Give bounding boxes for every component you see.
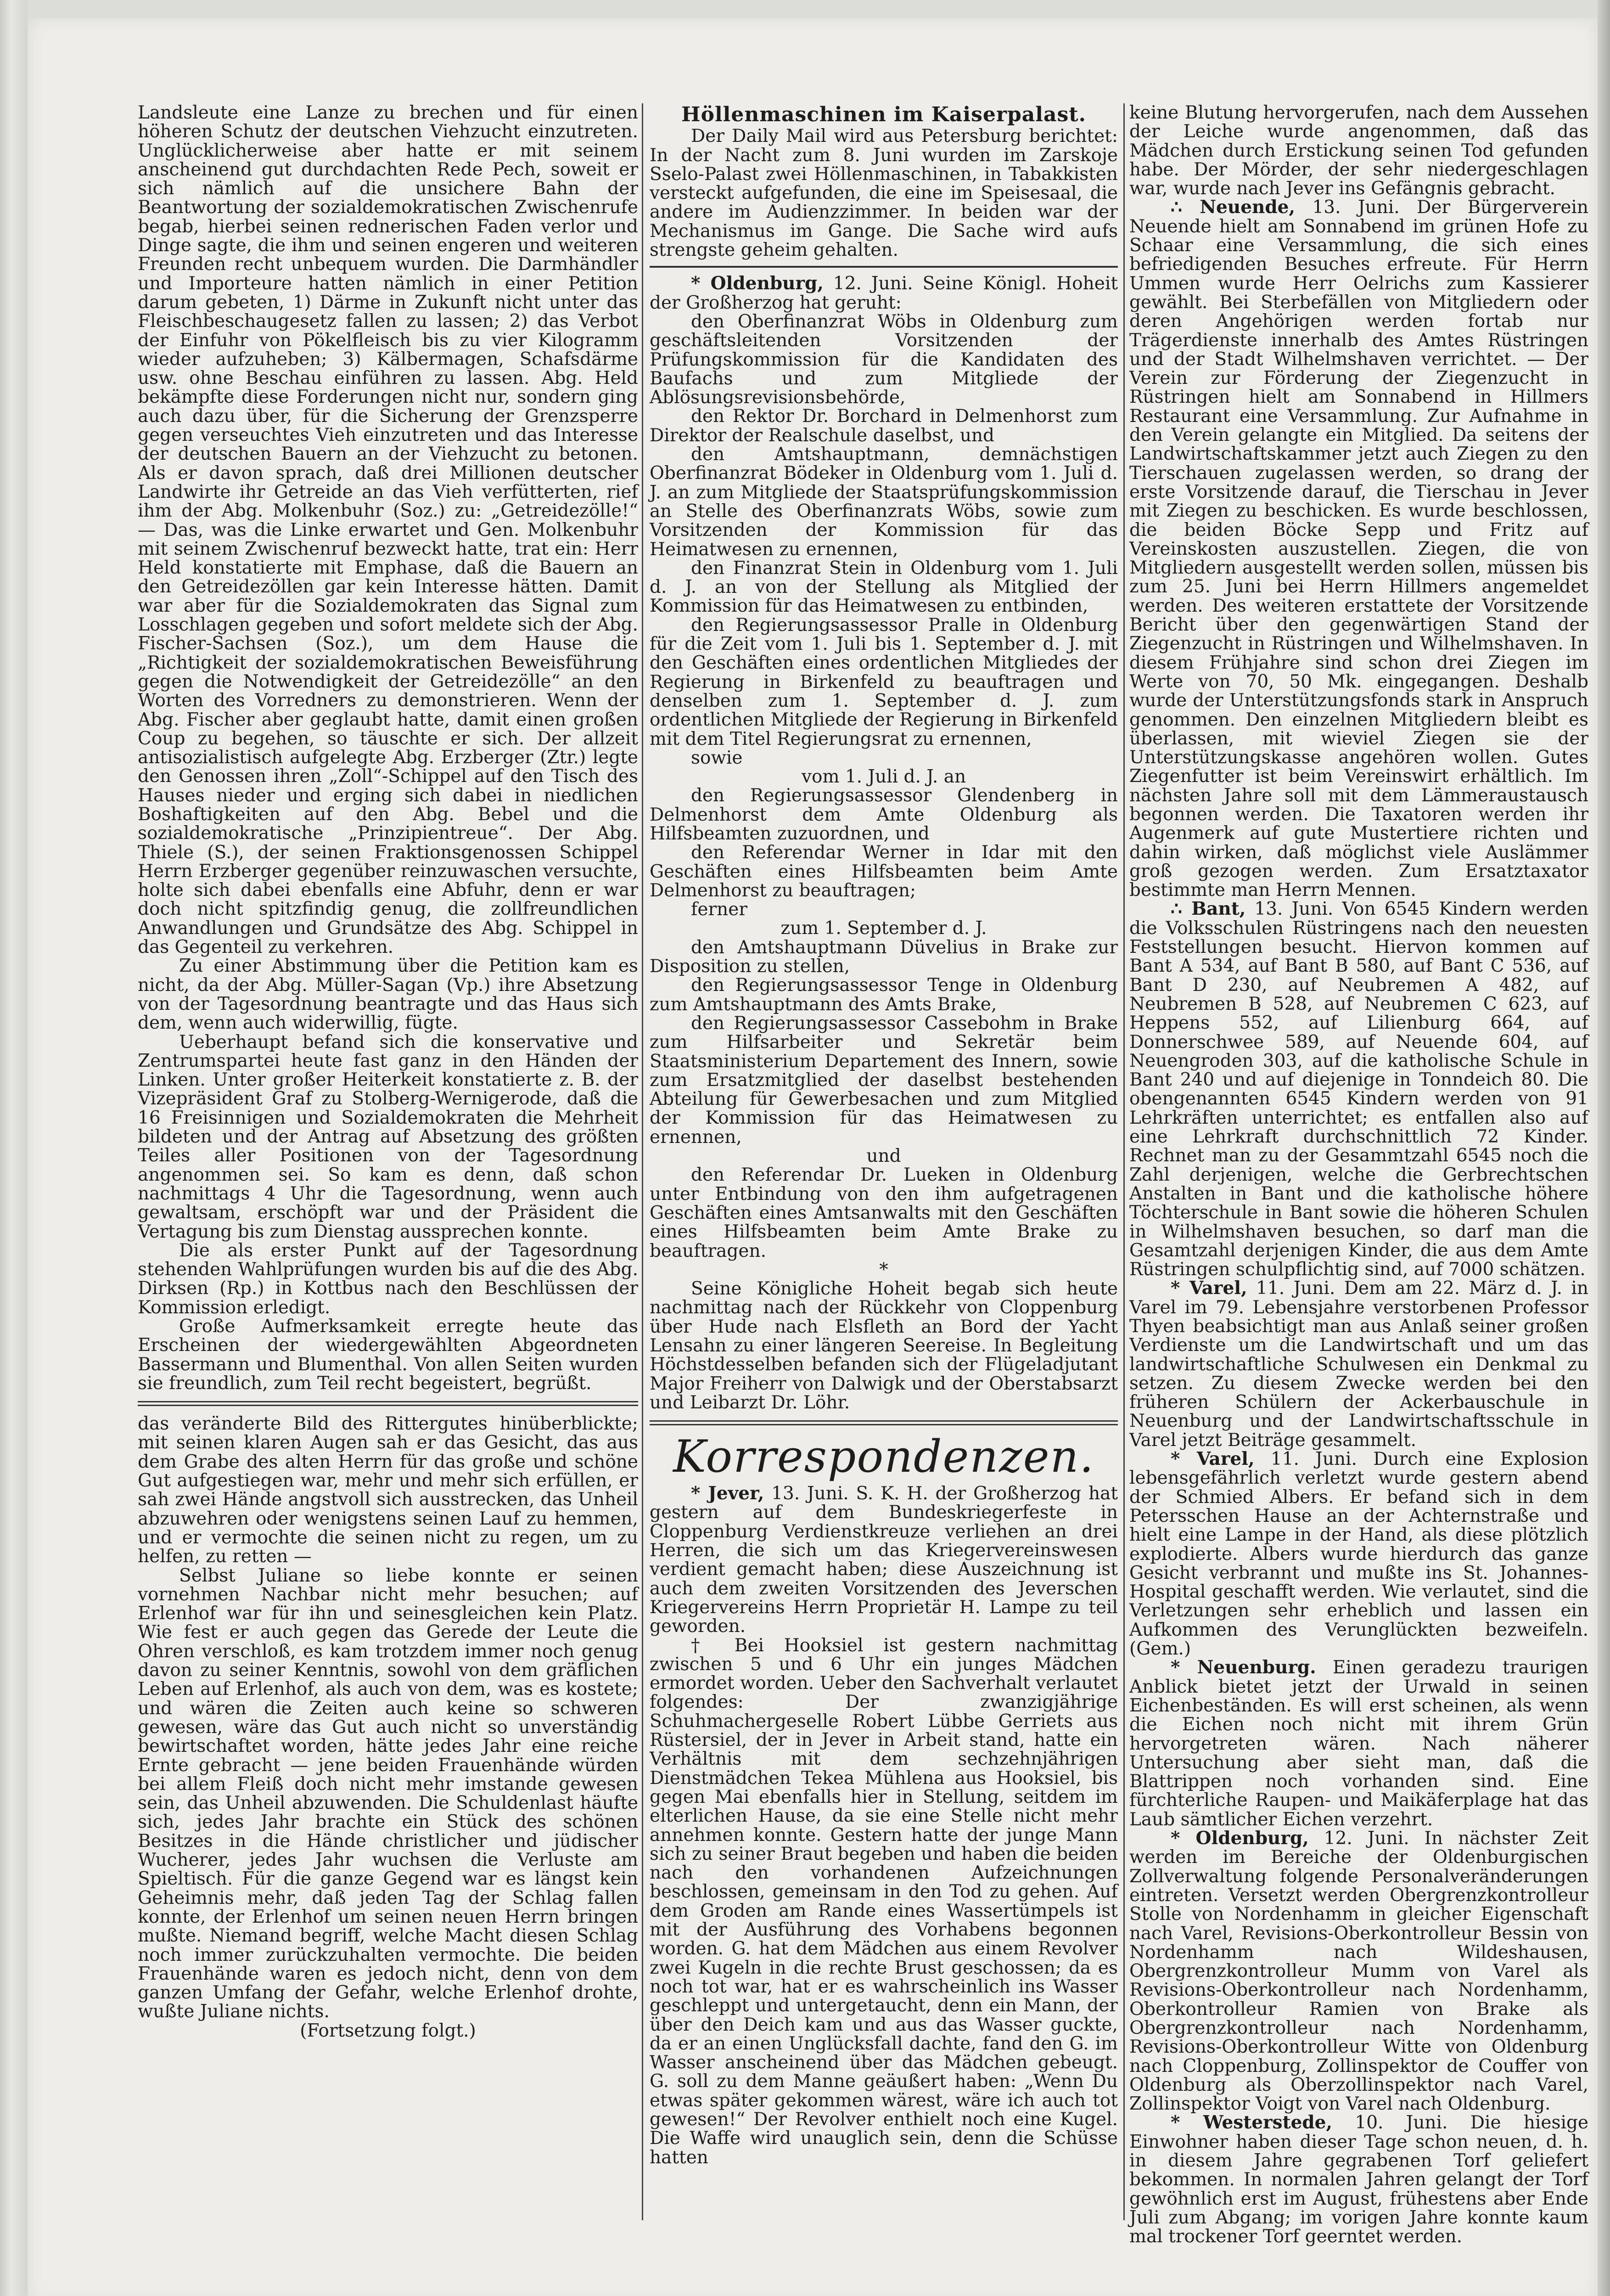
news-text: Einen geradezu traurigen Anblick bietet jetzt der Urwald in seinen Eichenbeständen. Es will erst scheinen, als wenn die Eichen noch nicht mit ihrem Grün hervorgetreten wären. Nach näherer Untersuchung aber sieht man, daß die Blattrippen noch vorhanden sind. Eine fürchterliche Raupen- und Maikäferplage hat das Laub sämtlicher Eichen verzehrt. xyxy=(1129,1657,1588,1830)
serial-paragraph: das veränderte Bild des Rittergutes hinüberblickte; mit seinen klaren Augen sah er das Gesicht, das aus dem Grabe des alten Herrn für das große und schöne Gut aufgestiegen war, mehr und mehr sich erfüllen, er sah zwei Hände angstvoll sich ausstrecken, das Unheil abzuwehren oder wenigstens seinen Lauf zu hemmen, und er vermochte die seinen nicht zu regen, um zu helfen, zu retten — xyxy=(138,1413,638,1567)
column-3 xyxy=(1129,102,1589,2247)
news-item xyxy=(1129,1658,1588,1829)
column-2 xyxy=(650,103,1118,2229)
news-item xyxy=(1129,1450,1588,1658)
dateline: * Westerstede, xyxy=(1171,2112,1333,2133)
dateline: * Neuenburg. xyxy=(1171,1657,1316,1678)
column-1 xyxy=(138,103,638,2229)
dateline: * Varel, xyxy=(1171,1277,1247,1299)
date-subhead: vom 1. Juli d. J. an xyxy=(801,766,966,788)
news-text: 11. Juni. Durch eine Explosion lebensgefährlich verletzt wurde gestern abend der Schmied Albers. Er befand sich in dem Petersschen Hause an der Achternstraße und hielt eine Lampe in der Hand, als diese plötzlich explodierte. Albers wurde hierdurch das ganze Gesicht verbrannt und mußte ins St. Johannes-Hospital geschafft werden. Wie verlautet, sind die Verletzungen sehr erheblich und lassen ein Aufkommen des Verunglückten bezweifeln. (Gem.) xyxy=(1129,1449,1588,1660)
page-edge-left xyxy=(0,0,28,2296)
appointment-item: den Amtshauptmann, demnächstigen Oberfinanzrat Bödeker in Oldenburg vom 1. Juli d. J. an zum Mitgliede der Staatsprüfungskommission an Stelle des Oberfinanzrats Wöbs, sowie zum Vorsitzenden der Kommission für das Heimatwesen zu ernennen, xyxy=(650,444,1118,560)
news-item xyxy=(650,274,1118,312)
article-divider xyxy=(650,266,1118,268)
appointment-item: den Regierungsassessor Tenge in Oldenburg zum Amtshauptmann des Amts Brake, xyxy=(650,975,1118,1015)
appointment-item: den Amtshauptmann Düvelius in Brake zur Disposition zu stellen, xyxy=(650,937,1118,977)
news-item xyxy=(1129,1279,1588,1450)
news-text: 13. Juni. Von 6545 Kindern werden die Volksschulen Rüstringens nach den neuesten Feststellungen besucht. Hiervon kommen auf Bant A 534, auf Bant B 580, auf Bant C 536, auf Bant D 230, auf Neubremen A 482, auf Neubremen B 528, auf Neubremen C 623, auf Heppens 552, auf Lilienburg 664, auf Donnerschwee 589, auf Neuende 604, auf Neuengroden 303, auf die katholische Schule in Bant 240 und auf diejenige in Tonndeich 80. Die obengenannten 6545 Kindern werden von 91 Lehrkräften unterrichtet; es entfallen also auf eine Lehrkraft durchschnittlich 72 Kinder. Rechnet man zu der Gesammtzahl 6545 noch die Zahl derjenigen, welche die Gerbrechtschen Anstalten in Bant und die katholische höhere Töchterschule in Bant sowie die höheren Schulen in Wilhelmshaven besuchen, so darf man die Gesamtzahl derjenigen Kinder, die aus dem Amte Rüstringen schulpflichtig sind, auf 7000 schätzen. xyxy=(1129,899,1588,1280)
article-paragraph: Die als erster Punkt auf der Tagesordnung stehenden Wahlprüfungen wurden bis auf die des Abg. Dirksen (Rp.) in Kottbus nach den Beschlüssen der Kommission erledigt. xyxy=(138,1240,638,1318)
appointment-item: den Regierungsassessor Cassebohm in Brake zum Hilfsarbeiter und Sekretär beim Staatsministerium Departement des Innern, sowie zum Ersatzmitglied der daselbst bestehenden Abteilung für Gewerbesachen und zum Mitglied der Kommission für das Heimatwesen zu ernennen, xyxy=(650,1013,1118,1148)
appointment-item: den Regierungsassessor Pralle in Oldenburg für die Zeit vom 1. Juli bis 1. September d. J. mit den Geschäften eines ordentlichen Mitgliedes der Regierung in Birkenfeld zu beauftragen und denselben zum 1. September d. J. zum ordentlichen Mitgliede der Regierung in Birkenfeld mit dem Titel Regierungsrat zu ernennen, xyxy=(650,614,1118,749)
article-paragraph: † Bei Hooksiel ist gestern nachmittag zwischen 5 und 6 Uhr ein junges Mädchen ermordet worden. Ueber den Sachverhalt verlautet folgendes: Der zwanzigjährige Schuhmachergeselle Robert Lübbe Gerriets aus Rüstersiel, der in Jever in Arbeit stand, hatte ein Verhältnis mit dem sechzehnjährigen Dienstmädchen Tekea Mühlena aus Hooksiel, bis gegen Mai ebenfalls hier in Stellung, seitdem im elterlichen Hause, da sie eine Stelle nicht mehr annehmen konnte. Gestern hatte der junge Mann sich zu seiner Braut begeben und haben die beiden nach den vorhandenen Aufzeichnungen beschlossen, gemeinsam in den Tod zu gehen. Auf dem Groden am Rande eines Wassertümpels ist mit der Ausführung des Vorhabens begonnen worden. G. hat dem Mädchen aus einem Revolver zwei Kugeln in die rechte Brust geschossen; da es noch tot war, hat er es wahrscheinlich ins Wasser geschleppt und untergetaucht, denn ein Mann, der über den Deich kam und aus das Wasser guckte, da er an einen Unglücksfall dachte, fand den G. im Wasser anscheinend über das Mädchen gebeugt. G. soll zu dem Manne geäußert haben: „Wenn Du etwas später gekommen wärest, wäre ich auch tot gewesen!“ Der Revolver enthielt noch eine Kugel. Die Waffe wird unauglich sein, denn die Schüsse hatten xyxy=(650,1635,1118,2168)
column-rule xyxy=(1123,103,1125,2220)
appointment-item: den Rektor Dr. Borchard in Delmenhorst zum Direktor der Realschule daselbst, und xyxy=(650,406,1118,446)
news-text: 11. Juni. Dem am 22. März d. J. in Varel im 79. Lebensjahre verstorbenen Professor Thyen beabsichtigt man aus Anlaß seiner großen Verdienste um die Landwirtschaft und um das landwirtschaftliche Schulwesen ein Denkmal zu setzen. Zu diesem Zwecke werden bei den früheren Schülern der Ackerbauschule in Neuenburg und der Landwirtschaftsschule in Varel jetzt Beiträge gesammelt. xyxy=(1129,1278,1588,1451)
news-item xyxy=(650,1484,1118,1636)
news-text: 10. Juni. Die hiesige Einwohner haben dieser Tage schon neuen, d. h. in diesem Jahre gegrabenen Torf geliefert bekommen. In normalen Jahren gelangt der Torf gewöhnlich erst im August, frühestens aber Ende Juli zum Abgang; im vorigen Jahre konnte kaum mal trockener Torf geerntet werden. xyxy=(1129,2112,1589,2247)
news-item xyxy=(1129,1829,1588,2113)
date-subhead: zum 1. September d. J. xyxy=(780,918,987,939)
appointment-item: den Regierungsassessor Glendenberg in Delmenhorst dem Amte Oldenburg als Hilfsbeamten zuzuordnen, und xyxy=(650,785,1118,844)
news-text: 13. Juni. Der Bürgerverein Neuende hielt am Sonnabend im grünen Hofe zu Schaar eine Versammlung, die sich eines befriedigenden Besuches erfreute. Für Herrn Ummen wurde Herr Oelrichs zum Kassierer gewählt. Bei Sterbefällen von Mitgliedern oder deren Angehörigen werden fortab nur Trägerdienste innerhalb des Amtes Rüstringen und der Stadt Wilhelmshaven verrichtet. — Der Verein zur Förderung der Ziegenzucht in Rüstringen hielt am Sonnabend in Hillmers Restaurant eine Versammlung. Zur Aufnahme in den Verein gelangte ein Mitglied. Da seitens der Landwirtschaftskammer jetzt auch Ziegen zu den Tierschauen zugelassen werden, so drang der erste Vorsitzende darauf, die Tierschau in Jever mit Ziegen zu beschicken. Es wurde beschlossen, die beiden Böcke Sepp und Fritz auf Vereinskosten auszustellen. Ziegen, die von Mitgliedern ausgestellt werden sollen, müssen bis zum 25. Juni bei Herrn Hillmers angemeldet werden. Des weiteren erstattete der Vorsitzende Bericht über den gegenwärtigen Stand der Ziegenzucht in Rüstringen und Wilhelmshaven. In diesem Frühjahre sind schon drei Ziegen im Werte von 70, 50 Mk. eingegangen. Deshalb wurde der Unterstützungsfonds stark in Anspruch genommen. Den einzelnen Mitgliedern bleibt es überlassen, mit wieviel Ziegen sie der Unterstützungskasse angehören wollen. Gutes Ziegenfutter ist beim Vereinswirt erhältlich. Im nächsten Jahre soll mit dem Lämmeraustausch begonnen werden. Die Taxatoren werden ihr Augenmerk auf gute Mustertiere richten und dahin wirken, daß möglichst viele Auslämmer groß gezogen werden. Zum Ersatztaxator bestimmte man Herrn Mennen. xyxy=(1129,197,1589,901)
continuation-note: (Fortsetzung folgt.) xyxy=(300,2020,476,2041)
star-separator: * xyxy=(879,1259,888,1280)
news-item xyxy=(1129,198,1588,900)
section-divider xyxy=(650,1420,1118,1425)
dateline: ∴ Bant, xyxy=(1171,898,1246,920)
news-item xyxy=(1129,2113,1588,2246)
news-text: 12. Juni. Seine Königl. Hoheit der Großherzog hat geruht: xyxy=(650,273,1118,313)
appointment-item: den Oberfinanzrat Wöbs in Oldenburg zum geschäftsleitenden Vorsitzenden der Prüfungskommission für die Kandidaten des Baufachs und zum Mitgliede der Ablösungsrevisionsbehörde, xyxy=(650,311,1118,408)
section-heading: Korrespondenzen. xyxy=(673,1431,1094,1483)
appointment-item: den Referendar Werner in Idar mit den Geschäften eines Hilfsbeamten beim Amte Delmenhorst zu beauftragen; xyxy=(650,842,1118,901)
appointment-item: den Finanzrat Stein in Oldenburg vom 1. Juli d. J. an von der Stellung als Mitglied der Kommission für das Heimatwesen zu entbinden, xyxy=(650,557,1118,617)
article-paragraph: Zu einer Abstimmung über die Petition kam es nicht, da der Abg. Müller-Sagan (Vp.) ihre Absetzung von der Tagesordnung beantragte und das Haus sich dem, wenn auch widerwillig, fügte. xyxy=(138,956,638,1034)
article-paragraph: keine Blutung hervorgerufen, nach dem Aussehen der Leiche wurde angenommen, daß das Mädchen durch Erstickung seinen Tod gefunden habe. Der Mörder, der sehr niedergeschlagen war, wurde nach Jever ins Gefängnis gebracht. xyxy=(1129,102,1588,199)
dateline: * Oldenburg, xyxy=(1171,1828,1309,1849)
article-paragraph: Seine Königliche Hoheit begab sich heute nachmittag nach der Rückkehr von Cloppenburg über Hude nach Elsfleth an Bord der Yacht Lensahn zu einer längeren Seereise. In Begleitung Höchstdesselben befanden sich der Flügeladjutant Major Freiherr von Dalwigk und der Oberstabsarzt und Leibarzt Dr. Löhr. xyxy=(650,1278,1118,1413)
article-paragraph: Landsleute eine Lanze zu brechen und für einen höheren Schutz der deutschen Viehzucht einzutreten. Unglücklicherweise aber hatte er mit seinem anscheinend gut durchdachten Rede Pech, soweit er sich nämlich auf die unsichere Bahn der Beantwortung der sozialdemokratischen Zwischenrufe begab, hierbei seinen rednerischen Faden verlor und Dinge sagte, die ihm und seinen engeren und weiteren Freunden recht unbequem wurden. Die Darmhändler und Importeure hatten nämlich in einer Petition darum gebeten, 1) Därme in Zukunft nicht unter das Fleischbeschaugesetz fallen zu lassen; 2) das Verbot der Einfuhr von Pökelfleisch bis zu vier Kilogramm wieder aufzuheben; 3) Kälbermagen, Schafsdärme usw. ohne Beschau einführen zu lassen. Abg. Held bekämpfte diese Forderungen nicht nur, sondern ging auch dazu über, für die Sicherung der Grenzsperre gegen verseuchtes Vieh einzutreten und das Interesse der deutschen Bauern an der Viehzucht zu betonen. Als er davon sprach, daß drei Millionen deutscher Landwirte ihr Getreide an das Vieh verfütterten, rief ihm der Abg. Molkenbuhr (Soz.) zu: „Getreidezölle!“ — Das, was die Linke erwartet und Gen. Molkenbuhr mit seinem Zwischenruf bezweckt hatte, trat ein: Herr Held konstatierte mit Emphase, daß die Bauern an den Getreidezöllen gar kein Interesse hätten. Damit war aber für die Sozialdemokraten das Signal zum Losschlagen gegeben und sofort meldete sich der Abg. Fischer-Sachsen (Soz.), um dem Hause die „Richtigkeit der sozialdemokratischen Beweisführung gegen die Notwendigkeit der Getreidezölle“ an den Worten des Vorredners zu demonstrieren. Wenn der Abg. Fischer aber geglaubt hatte, damit einen großen Coup zu begehen, so täuschte er sich. Der allzeit antisozialistisch aufgelegte Abg. Erzberger (Ztr.) legte den Genossen ihren „Zoll“-Schippel auf den Tisch des Hauses nieder und erging sich dabei in niedlichen Boshaftigkeiten auf den Abg. Bebel und die sozialdemokratische „Prinzipientreue“. Der Abg. Thiele (S.), der seinen Fraktionsgenossen Schippel Herrn Erzberger gegenüber reinzuwaschen versuchte, holte sich dabei ebenfalls eine Abfuhr, denn er war doch nicht spitzfindig genug, die zollfreundlichen Anwandlungen und Grundsätze des Abg. Schippel in das Gegenteil zu verkehren. xyxy=(138,102,638,958)
section-divider xyxy=(138,1401,638,1406)
dateline: * Oldenburg, xyxy=(691,273,824,294)
serial-paragraph: Selbst Juliane so liebe konnte er seinen vornehmen Nachbar nicht mehr besuchen; auf Erlenhof war für ihn und seinesgleichen kein Platz. Wie fest er auch gegen das Gerede der Leute die Ohren verschloß, es kam trotzdem immer noch genug davon zu seiner Kenntnis, sowohl von dem gräflichen Leben auf Erlenhof, als auch von dem, was es kostete; und wären die Zeiten auch keine so schweren gewesen, wäre das Gut auch nicht so unverständig bewirtschaftet worden, hätte jedes Jahr eine reiche Ernte gebracht — jene beiden Frauenhände würden bei allem Fleiß doch nicht mehr imstande gewesen sein, das Unheil abzuwenden. Die Schuldenlast häufte sich, jedes Jahr brachte ein Stück des schönen Besitzes in die Hände christlicher und jüdischer Wucherer, jedes Jahr wuchsen die Verluste am Spieltisch. Für die ganze Gegend war es längst kein Geheimnis mehr, daß jeden Tag der Schlag fallen konnte, der Erlenhof um seinen neuen Herrn bringen mußte. Niemand begriff, welche Macht diesen Schlag noch immer zurückzuhalten vermochte. Die beiden Frauenhände waren es jedoch nicht, denn von dem ganzen Umfang der Gefahr, welche Erlenhof drohte, wußte Juliane nichts. xyxy=(138,1565,638,2022)
news-text: 13. Juni. S. K. H. der Großherzog hat gestern auf dem Bundeskriegerfeste in Cloppenburg Verdienstkreuze verliehen an drei Herren, die sich um das Kriegervereinswesen verdient gemacht haben; diese Auszeichnung ist auch dem zweiten Vorsitzenden des Jeverschen Kriegervereins Herrn Proprietär H. Lampe zu teil geworden. xyxy=(650,1483,1118,1637)
news-item xyxy=(1129,900,1588,1279)
article-headline: Höllenmaschinen im Kaiserpalast. xyxy=(681,103,1086,126)
dateline: * Jever, xyxy=(691,1483,764,1504)
article-paragraph: Der Daily Mail wird aus Petersburg berichtet: In der Nacht zum 8. Juni wurden im Zarskoje Sselo-Palast zwei Höllenmaschinen, in Tabakkisten versteckt aufgefunden, die eine im Speisesaal, die andere im Audienzzimmer. In beiden war der Mechanismus im Gange. Die Sache wird aufs strengste geheim gehalten. xyxy=(650,126,1118,261)
column-rule xyxy=(642,103,643,2220)
article-paragraph: Ueberhaupt befand sich die konservative und Zentrumspartei heute fast ganz in den Händen der Linken. Unter großer Heiterkeit konstatierte z. B. der Vizepräsident Graf zu Stolberg-Wernigerode, daß die 16 Freisinnigen und Sozialdemokraten die Mehrheit bildeten und der Antrag auf Absetzung des größten Teiles aller Positionen von der Tagesordnung angenommen sei. So kam es denn, daß schon nachmittags 4 Uhr die Tagesordnung, wenn auch gewaltsam, erschöpft war und der Präsident die Vertagung bis zum Dienstag aussprechen konnte. xyxy=(138,1031,638,1242)
news-text: 12. Juni. In nächster Zeit werden im Bereiche der Oldenburgischen Zollverwaltung folgende Personalveränderungen eintreten. Versetzt werden Obergrenzkontrolleur Stolle von Nordenhamm in gleicher Eigenschaft nach Varel, Revisions-Oberkontrolleur Bessin von Nordenhamm nach Wildeshausen, Obergrenzkontrolleur Mumm von Varel als Revisions-Oberkontrolleur nach Nordenhamm, Oberkontrolleur Ramien von Brake als Obergrenzkontrolleur nach Nordenhamm, Revisions-Oberkontrolleur Witte von Oldenburg nach Cloppenburg, Zollinspektor de Couffer von Oldenburg als Oberzollinspektor nach Varel, Zollinspektor Voigt von Varel nach Oldenburg. xyxy=(1129,1828,1589,2115)
dateline: * Varel, xyxy=(1171,1448,1255,1470)
connector-word: und xyxy=(866,1146,901,1167)
dateline: ∴ Neuende, xyxy=(1171,197,1296,218)
article-paragraph: Große Aufmerksamkeit erregte heute das Erscheinen der wiedergewählten Abgeordneten Bassermann und Blumenthal. Von allen Seiten wurden sie freundlich, zum Teil recht begeistert, begrüßt. xyxy=(138,1316,638,1394)
page-edge-right xyxy=(1598,0,1610,2296)
appointment-item: den Referendar Dr. Lueken in Oldenburg unter Entbindung von den ihm aufgetragenen Geschäften eines Amtsanwalts mit den Geschäften eines Hilfsbeamten beim Amte Brake zu beauftragen. xyxy=(650,1165,1118,1261)
connector-word: ferner xyxy=(691,899,747,920)
connector-word: sowie xyxy=(691,747,743,768)
